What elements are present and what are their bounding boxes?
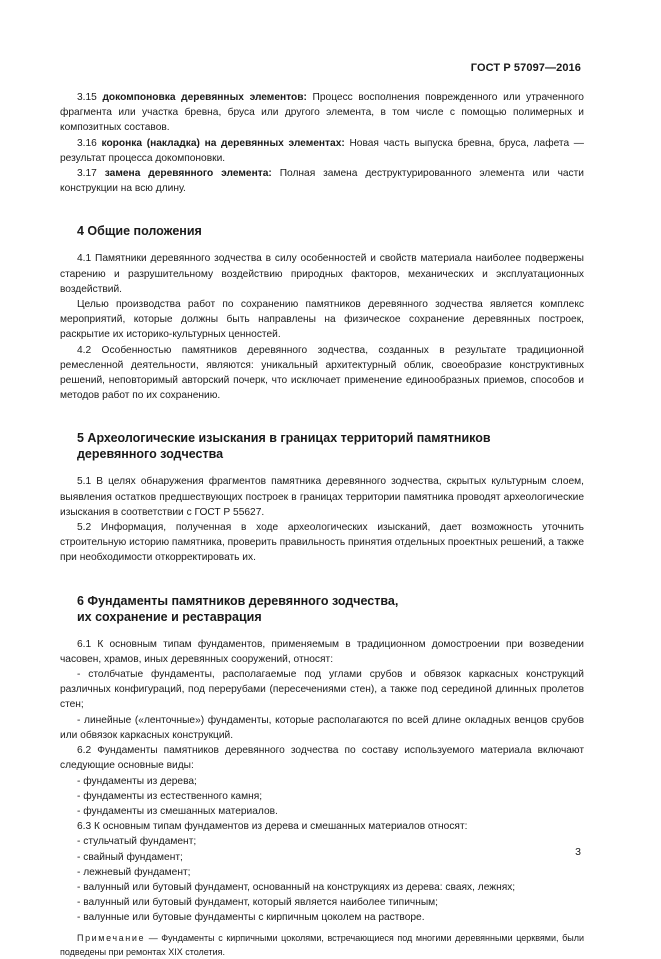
- section-5-title: [60, 430, 584, 462]
- section-6-title: [60, 593, 584, 625]
- section-5-title-line2: деревянного зодчества: [77, 447, 224, 462]
- list-item: - валунный или бутовый фундамент, основанный на конструкциях из дерева: сваях, лежнях;: [77, 881, 516, 893]
- paragraph-5-2: 5.2 Информация, полученная в ходе археологических изысканий, дает возможность уточнить строительную историю памятника, проверить правильность принятия отдельных проектных решений, а также при необходимости откорректировать их.: [60, 522, 584, 564]
- note-label: Примечание: [77, 932, 146, 943]
- list-item: - лежневый фундамент;: [77, 866, 191, 878]
- list-item: - валунные или бутовые фундаменты с кирпичным цоколем на растворе.: [77, 912, 425, 924]
- definition-3-15: [60, 90, 584, 136]
- definition-term: коронка (накладка) на деревянных элементах:: [101, 137, 345, 149]
- definition-3-16: [60, 136, 584, 166]
- definition-term: докомпоновка деревянных элементов:: [102, 92, 307, 103]
- definition-3-17: [60, 166, 584, 196]
- list-item: - валунный или бутовый фундамент, который является наиболее типичным;: [77, 897, 438, 909]
- definition-text: Процесс восполнения поврежденного или утраченного фрагмента или участка бревна, бруса или другого элемента, в том числе с помощью полимерных и композитных составов.: [60, 92, 584, 134]
- list-item: - стульчатый фундамент;: [77, 836, 197, 848]
- note-text: — Фундаменты с кирпичными цоколями, встречающиеся под многими деревянными церквями, были подведены при ремонтах XIX столетия.: [60, 932, 584, 957]
- list-item: - фундаменты из дерева;: [77, 775, 197, 787]
- document-code: ГОСТ Р 57097—2016: [470, 62, 581, 74]
- definition-text: Полная замена деструктурированного элемента или части конструкции на всю длину.: [60, 168, 584, 195]
- list-item: - столбчатые фундаменты, располагаемые под углами срубов и обвязок каркасных конструкций различных конфигураций, под перерубами (пересечениями стен), а также под серединой длинных пролетов стен;: [60, 669, 584, 711]
- list-item: - линейные («ленточные») фундаменты, которые располагаются по всей длине окладных венцов срубов или обвязок каркасных конструкций.: [60, 714, 584, 741]
- paragraph-6-1: 6.1 К основным типам фундаментов, применяемым в традиционном домостроении при возведении часовен, храмов, иных деревянных сооружений, относят:: [60, 638, 584, 665]
- definition-number: 3.15: [77, 92, 97, 103]
- definition-number: 3.17: [77, 168, 97, 180]
- section-6-title-line2: их сохранение и реставрация: [77, 609, 262, 624]
- paragraph-6-3: 6.3 К основным типам фундаментов из дерева и смешанных материалов относят:: [77, 821, 468, 833]
- list-item: - фундаменты из естественного камня;: [77, 790, 263, 802]
- section-4-title: 4 Общие положения: [77, 224, 202, 239]
- paragraph-5-1: 5.1 В целях обнаружения фрагментов памятника деревянного зодчества, скрытых культурным слоем, выявления остатков предшествующих построек в границах территории памятника проводят археологические изыскания в соответствии с ГОСТ Р 55627.: [60, 476, 584, 518]
- list-item: - свайный фундамент;: [77, 851, 183, 863]
- list-item: - фундаменты из смешанных материалов.: [77, 805, 278, 817]
- definition-term: замена деревянного элемента:: [104, 168, 272, 180]
- definition-number: 3.16: [77, 137, 97, 149]
- document-body: [60, 90, 584, 959]
- paragraph-4-1: 4.1 Памятники деревянного зодчества в силу особенностей и свойств материала наиболее подвержены старению и разрушительному воздействию природных факторов, механических и эксплуатационных воздействий.: [60, 253, 584, 295]
- page-number: 3: [575, 846, 581, 858]
- paragraph-6-2: 6.2 Фундаменты памятников деревянного зодчества по составу используемого материала включают следующие основные виды:: [60, 745, 584, 772]
- paragraph-4-2: 4.2 Особенностью памятников деревянного зодчества, созданных в результате традиционной ремесленной деятельности, являются: уникальный архитектурный облик, своеобразие конструктивных решений, неповторимый авторский почерк, что исключает применение единообразных приемов, способов и методов работ по их сохранению.: [60, 344, 584, 402]
- section-6-title-line1: 6 Фундаменты памятников деревянного зодчества,: [77, 593, 399, 608]
- definition-text: Новая часть выпуска бревна, бруса, лафета — результат процесса докомпоновки.: [60, 137, 584, 164]
- section-5-title-line1: 5 Археологические изыскания в границах территорий памятников: [77, 431, 491, 446]
- paragraph-4-1-b: Целью производства работ по сохранению памятников деревянного зодчества является комплекс мероприятий, которые должны быть направлены на физическое сохранение деревянных построек, раскрытие их историко-культурных ценностей.: [60, 299, 584, 341]
